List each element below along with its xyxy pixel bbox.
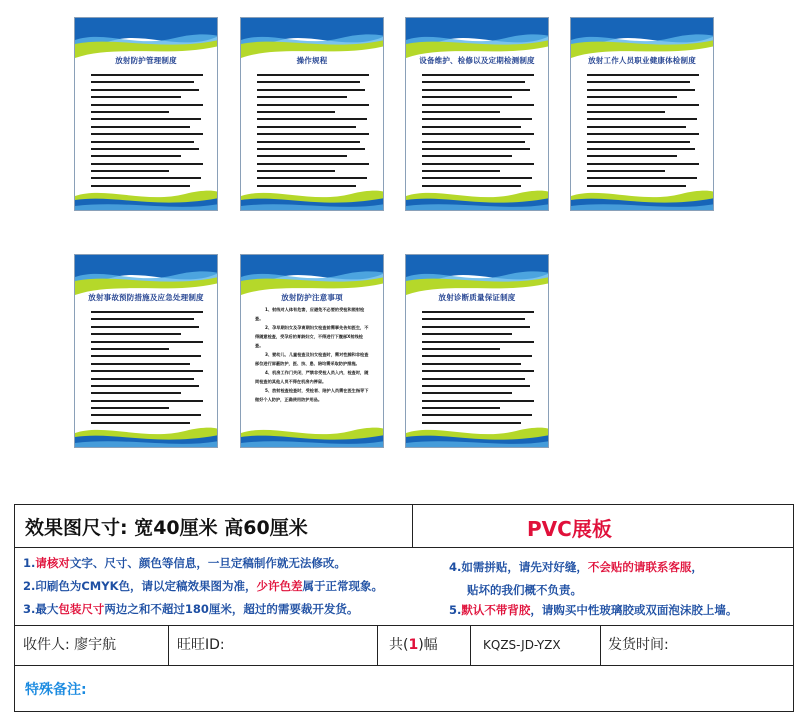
text-line — [257, 118, 367, 120]
text-line — [422, 141, 525, 143]
text-line — [257, 177, 367, 179]
text-line — [257, 148, 365, 150]
text-line — [91, 400, 203, 402]
board-title: 放射工作人员职业健康体检制度 — [588, 56, 696, 65]
divider — [412, 505, 413, 547]
text-line — [257, 155, 347, 157]
board-body-text — [255, 305, 371, 404]
text-line — [257, 126, 356, 128]
divider — [377, 625, 378, 665]
recipient-label: 收件人: 廖宇航 — [23, 637, 117, 653]
text-line — [422, 118, 532, 120]
material-label: PVC展板 — [527, 517, 612, 541]
text-line — [257, 111, 335, 113]
notice-4: 4.如需拼贴，请先对好缝，不会贴的请联系客服， — [449, 560, 703, 574]
special-notes-label: 特殊备注: — [25, 682, 87, 698]
text-line — [422, 148, 530, 150]
notice-2: 2.印刷色为CMYK色，请以定稿效果图为准，少许色差属于正常现象。 — [23, 579, 383, 593]
text-line — [422, 177, 532, 179]
text-line — [91, 318, 194, 320]
text-line — [422, 81, 525, 83]
text-line — [587, 74, 699, 76]
wangwang-id-label: 旺旺ID: — [177, 637, 225, 653]
text-line — [91, 81, 194, 83]
board-title: 设备维护、检修以及定期检测制度 — [419, 56, 535, 65]
text-line — [422, 163, 534, 165]
text-line — [257, 96, 347, 98]
board-paragraph: 4、机房工作门关闭，严禁非受检人员入内，检查时，随同检查的其他人员不得在机房内停留。 — [255, 370, 369, 384]
text-line — [91, 326, 199, 328]
notice-1: 1.请核对文字、尺寸、颜色等信息，一旦定稿制作就无法修改。 — [23, 556, 346, 570]
display-board — [405, 17, 549, 211]
text-line — [422, 407, 500, 409]
text-line — [422, 311, 534, 313]
text-line — [257, 133, 369, 135]
text-line — [422, 185, 521, 187]
board-paragraph: 5、放射检查检查时，受检者、陪护人员需在医生指导下做好个人防护，正确使用防护用品。 — [255, 388, 369, 402]
text-line — [91, 378, 194, 380]
text-line — [422, 318, 525, 320]
text-line — [257, 89, 365, 91]
text-line — [422, 422, 521, 424]
text-line — [91, 148, 199, 150]
text-line — [422, 133, 534, 135]
text-line — [587, 118, 697, 120]
board-title: 放射防护管理制度 — [115, 56, 177, 65]
text-line — [587, 177, 697, 179]
text-line — [422, 370, 534, 372]
text-line — [91, 133, 203, 135]
text-line — [91, 407, 169, 409]
text-line — [91, 141, 194, 143]
text-line — [91, 96, 181, 98]
size-dimensions: 效果图尺寸: 宽40厘米 高60厘米 — [25, 517, 308, 539]
text-line — [422, 348, 500, 350]
text-line — [422, 155, 512, 157]
text-line — [91, 74, 203, 76]
special-notes-row — [15, 665, 793, 711]
text-line — [422, 326, 530, 328]
text-line — [91, 89, 199, 91]
board-text-lines — [422, 311, 534, 429]
text-line — [587, 111, 665, 113]
text-line — [587, 163, 699, 165]
display-board — [74, 17, 218, 211]
text-line — [91, 385, 199, 387]
board-title: 放射诊断质量保证制度 — [438, 293, 516, 302]
notice-list — [15, 547, 793, 626]
text-line — [91, 355, 201, 357]
text-line — [587, 155, 677, 157]
text-line — [422, 96, 512, 98]
text-line — [587, 185, 686, 187]
text-line — [91, 118, 201, 120]
board-text-lines — [91, 311, 203, 429]
board-paragraph: 3、婴幼儿、儿童检查及妇女检查时，需对性腺和非检查部位进行屏蔽防护，医、技、患、陪均需采取防护措施。 — [255, 352, 369, 366]
text-line — [422, 392, 512, 394]
text-line — [587, 81, 690, 83]
text-line — [91, 163, 203, 165]
order-info-table — [14, 504, 794, 712]
text-line — [91, 341, 203, 343]
board-title: 放射事故预防措施及应急处理制度 — [88, 293, 204, 302]
text-line — [91, 363, 190, 365]
text-line — [91, 177, 201, 179]
board-text-lines — [91, 74, 203, 192]
board-text-lines — [422, 74, 534, 192]
text-line — [587, 126, 686, 128]
notice-4-cont: 贴坏的我们概不负责。 — [467, 583, 582, 597]
board-text-lines — [257, 74, 369, 192]
text-line — [257, 81, 360, 83]
size-row — [15, 505, 793, 548]
text-line — [422, 333, 512, 335]
text-line — [422, 363, 521, 365]
text-line — [91, 333, 181, 335]
display-board — [570, 17, 714, 211]
text-line — [422, 341, 534, 343]
board-text-lines — [587, 74, 699, 192]
board-paragraph: 1、射线对人体有危害，应避免不必要的受检和照射检查。 — [255, 307, 365, 321]
text-line — [422, 378, 525, 380]
display-board — [405, 254, 549, 448]
ship-time-label: 发货时间: — [608, 637, 669, 653]
divider — [600, 625, 601, 665]
text-line — [422, 385, 530, 387]
shipping-row — [15, 625, 793, 666]
text-line — [257, 104, 369, 106]
text-line — [91, 104, 203, 106]
board-title: 操作规程 — [296, 56, 328, 65]
text-line — [422, 126, 521, 128]
text-line — [91, 422, 190, 424]
text-line — [422, 111, 500, 113]
text-line — [422, 74, 534, 76]
text-line — [91, 414, 201, 416]
text-line — [91, 155, 181, 157]
text-line — [91, 111, 169, 113]
text-line — [257, 74, 369, 76]
text-line — [587, 89, 695, 91]
text-line — [91, 185, 190, 187]
text-line — [422, 89, 530, 91]
text-line — [257, 170, 335, 172]
text-line — [422, 355, 532, 357]
notice-5: 5.默认不带背胶，请购买中性玻璃胶或双面泡沫胶上墙。 — [449, 603, 738, 617]
notice-3: 3.最大包装尺寸两边之和不超过180厘米，超过的需要裁开发货。 — [23, 602, 359, 616]
text-line — [587, 104, 699, 106]
display-board — [240, 17, 384, 211]
text-line — [91, 170, 169, 172]
text-line — [257, 185, 356, 187]
divider — [168, 625, 169, 665]
text-line — [91, 126, 190, 128]
display-board — [74, 254, 218, 448]
divider — [470, 625, 471, 665]
count-field: 共(1)幅 — [389, 637, 438, 653]
text-line — [91, 370, 203, 372]
text-line — [587, 141, 690, 143]
text-line — [422, 414, 532, 416]
text-line — [587, 96, 677, 98]
text-line — [91, 348, 169, 350]
text-line — [257, 141, 360, 143]
product-code: KQZS-JD-YZX — [483, 638, 561, 652]
display-board — [240, 254, 384, 448]
text-line — [422, 104, 534, 106]
text-line — [91, 392, 181, 394]
text-line — [587, 133, 699, 135]
text-line — [587, 170, 665, 172]
text-line — [422, 400, 534, 402]
board-title: 放射防护注意事项 — [281, 293, 343, 302]
text-line — [91, 311, 203, 313]
text-line — [422, 170, 500, 172]
text-line — [587, 148, 695, 150]
board-paragraph: 2、孕早期妇女及孕育期妇女检查前需事先告知医生，不得随意检查，受孕后的育龄妇女，不得进行下腹部X射线检查。 — [255, 325, 369, 348]
text-line — [257, 163, 369, 165]
